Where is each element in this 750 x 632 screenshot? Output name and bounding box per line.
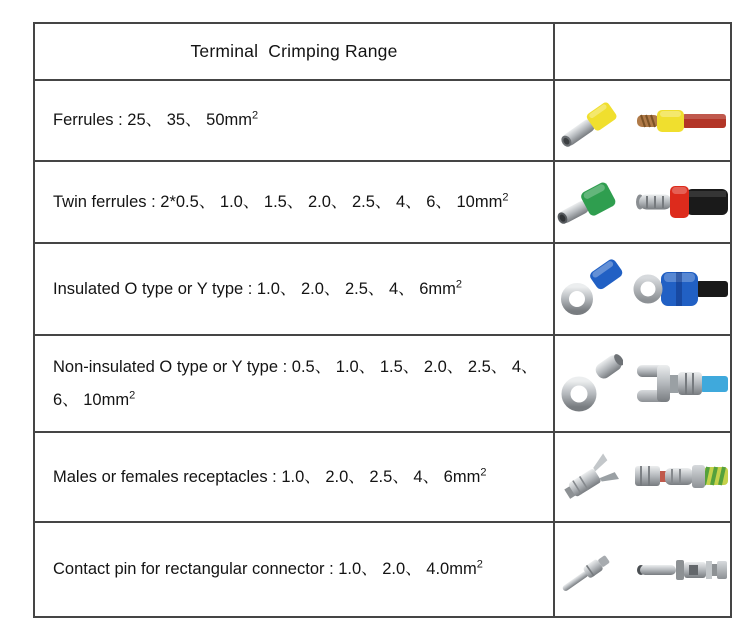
row-contact-pin [35, 523, 555, 616]
yellow-ferrule-image [557, 91, 623, 151]
table-title: Terminal Crimping Range [190, 41, 398, 61]
row-non-insulated-o-y-photos [555, 336, 730, 433]
row-ferrules [35, 81, 555, 162]
twin-ferrules-sup: 2 [502, 191, 509, 204]
female-receptacle-terminal-image [557, 446, 623, 508]
bare-fork-terminal-on-blue-wire-image [632, 353, 728, 415]
row-insulated-o-y [35, 244, 555, 336]
blue-insulated-ring-terminal-on-black-wire-image [632, 258, 728, 320]
terminal-crimping-table [33, 22, 732, 618]
twin-ferrules-label: Twin ferrules : 2*0.5、 1.0、 1.5、 2.0、 2.5、 4、 6、 $10mm^2$ [53, 191, 509, 211]
non-insulated-o-y-label: Non-insulated O type or Y type : 0.5、 1.0、 1.5、 2.0、 2.5、 4、 6、 $10mm^2$ [53, 358, 543, 409]
contact-pin-label: Contact pin for rectangular connector : 1.0、 2.0、 $4.0mm^2$ [53, 558, 483, 579]
blue-insulated-ring-terminal-image [557, 258, 623, 320]
green-twin-ferrule-image [557, 171, 623, 233]
non-insulated-o-y-sup: 2 [129, 389, 136, 401]
receptacles-sup: 2 [480, 466, 487, 479]
insulated-o-y-label: Insulated O type or Y type : 1.0、 2.0、 2.5、 4、 $6mm^2$ [53, 278, 463, 298]
contact-pin-with-connector-rings-image [632, 539, 728, 601]
row-insulated-o-y-photos [555, 244, 730, 336]
ferrules-sup: 2 [251, 109, 259, 122]
row-receptacles [35, 433, 555, 523]
contact-pin-sup: 2 [476, 558, 483, 571]
row-receptacles-photos [555, 433, 730, 523]
row-non-insulated-o-y [35, 336, 555, 433]
insulated-o-y-sup: 2 [455, 278, 463, 291]
table-header-photo-cell [555, 24, 730, 81]
row-ferrules-photos [555, 81, 730, 162]
ferrules-label: Ferrules : 25、 35、 $50mm^2$ [53, 109, 259, 130]
contact-pin-image [557, 539, 623, 601]
receptacles-label: Males or females receptacles : 1.0、 2.0、 2.5、 4、 $6mm^2$ [53, 466, 487, 486]
yellow-ferrule-crimped-on-red-wire-image [632, 91, 728, 151]
table-header-cell [35, 24, 555, 81]
row-twin-ferrules-photos [555, 162, 730, 244]
bare-ring-terminal-image [557, 353, 623, 415]
red-twin-ferrule-crimped-on-black-wire-image [632, 171, 728, 233]
crimped-receptacle-on-green-yellow-wire-image [632, 446, 728, 508]
row-twin-ferrules [35, 162, 555, 244]
row-contact-pin-photos [555, 523, 730, 616]
